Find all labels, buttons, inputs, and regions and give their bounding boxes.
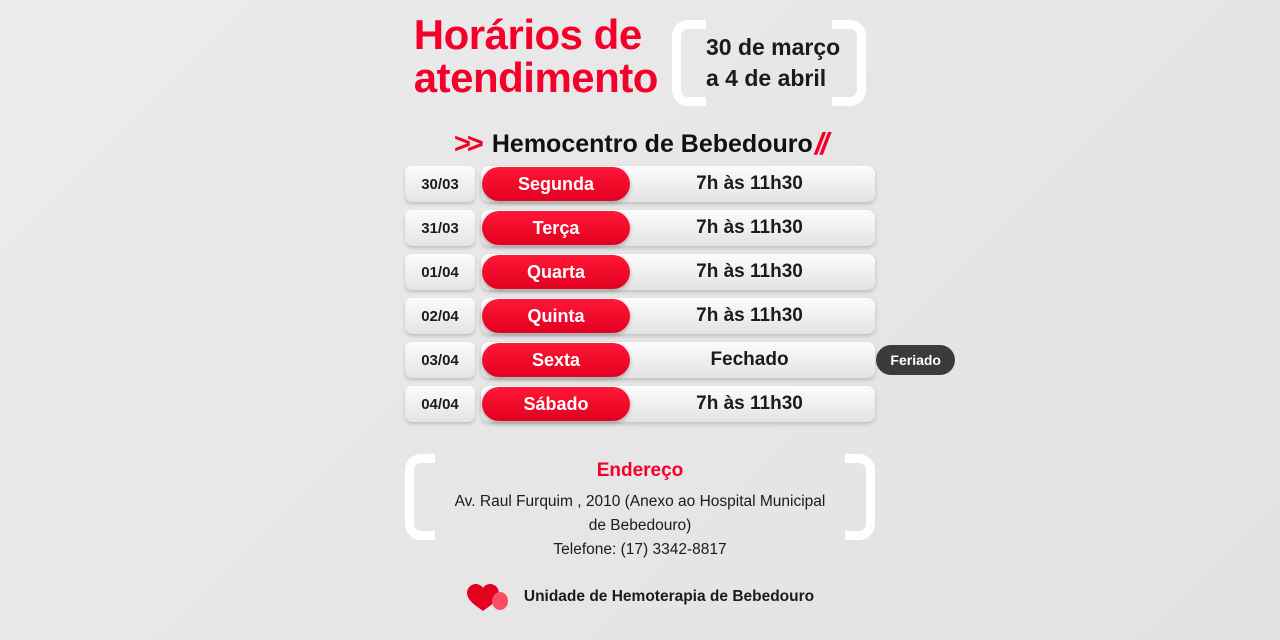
row-day-pill: Terça [482,211,630,245]
row-hours: Fechado [710,349,789,370]
status-badge: Feriado [876,345,955,375]
double-slash-icon: // [814,126,826,161]
table-row [405,298,875,334]
row-date: 02/04 [405,298,475,334]
phone-line: Telefone: (17) 3342-8817 [553,541,727,559]
heart-drop-icon [466,580,512,614]
row-day-pill: Segunda [482,167,630,201]
row-date: 31/03 [405,210,475,246]
row-day-pill: Sexta [482,343,630,377]
row-day-pill: Quinta [482,299,630,333]
row-bar [481,166,875,202]
bracket-left-icon [672,20,706,106]
row-bar [481,254,875,290]
footer-logo [0,580,1280,614]
row-bar [481,210,875,246]
row-date: 03/04 [405,342,475,378]
date-range-badge [672,20,866,106]
poster-header [0,11,1280,106]
row-hours: 7h às 11h30 [696,173,803,194]
unit-name-label: Hemocentro de Bebedouro [491,129,813,158]
table-row [405,342,941,378]
unit-heading [0,126,1280,162]
schedule-table [405,166,941,430]
bracket-left-icon [405,454,435,540]
row-date: 01/04 [405,254,475,290]
address-block [405,446,875,576]
row-date: 30/03 [405,166,475,202]
row-date: 04/04 [405,386,475,422]
title-line-2: atendimento [413,53,658,101]
date-range-line-2: a 4 de abril [705,65,827,92]
page-title [413,11,658,101]
table-row [405,386,875,422]
date-range-line-1: 30 de março [705,34,841,60]
date-range-text [702,32,840,94]
table-row [405,210,875,246]
double-chevron-right-icon: >> [454,127,480,160]
row-hours: 7h às 11h30 [696,393,803,414]
row-hours: 7h às 11h30 [696,261,803,282]
footer-text: Unidade de Hemoterapia de Bebedouro [523,588,815,605]
row-day-pill: Sábado [482,387,630,421]
row-bar [481,298,875,334]
bracket-right-icon [845,454,875,540]
title-line-1: Horários de [413,11,642,58]
address-line: Av. Raul Furquim , 2010 (Anexo ao Hospital Municipal de Bebedouro) [454,493,826,535]
address-title: Endereço [596,460,684,481]
row-bar [481,386,875,422]
row-hours: 7h às 11h30 [696,305,803,326]
row-bar [481,342,941,378]
table-row [405,254,875,290]
table-row [405,166,875,202]
row-day-pill: Quarta [482,255,630,289]
row-hours: 7h às 11h30 [696,217,803,238]
